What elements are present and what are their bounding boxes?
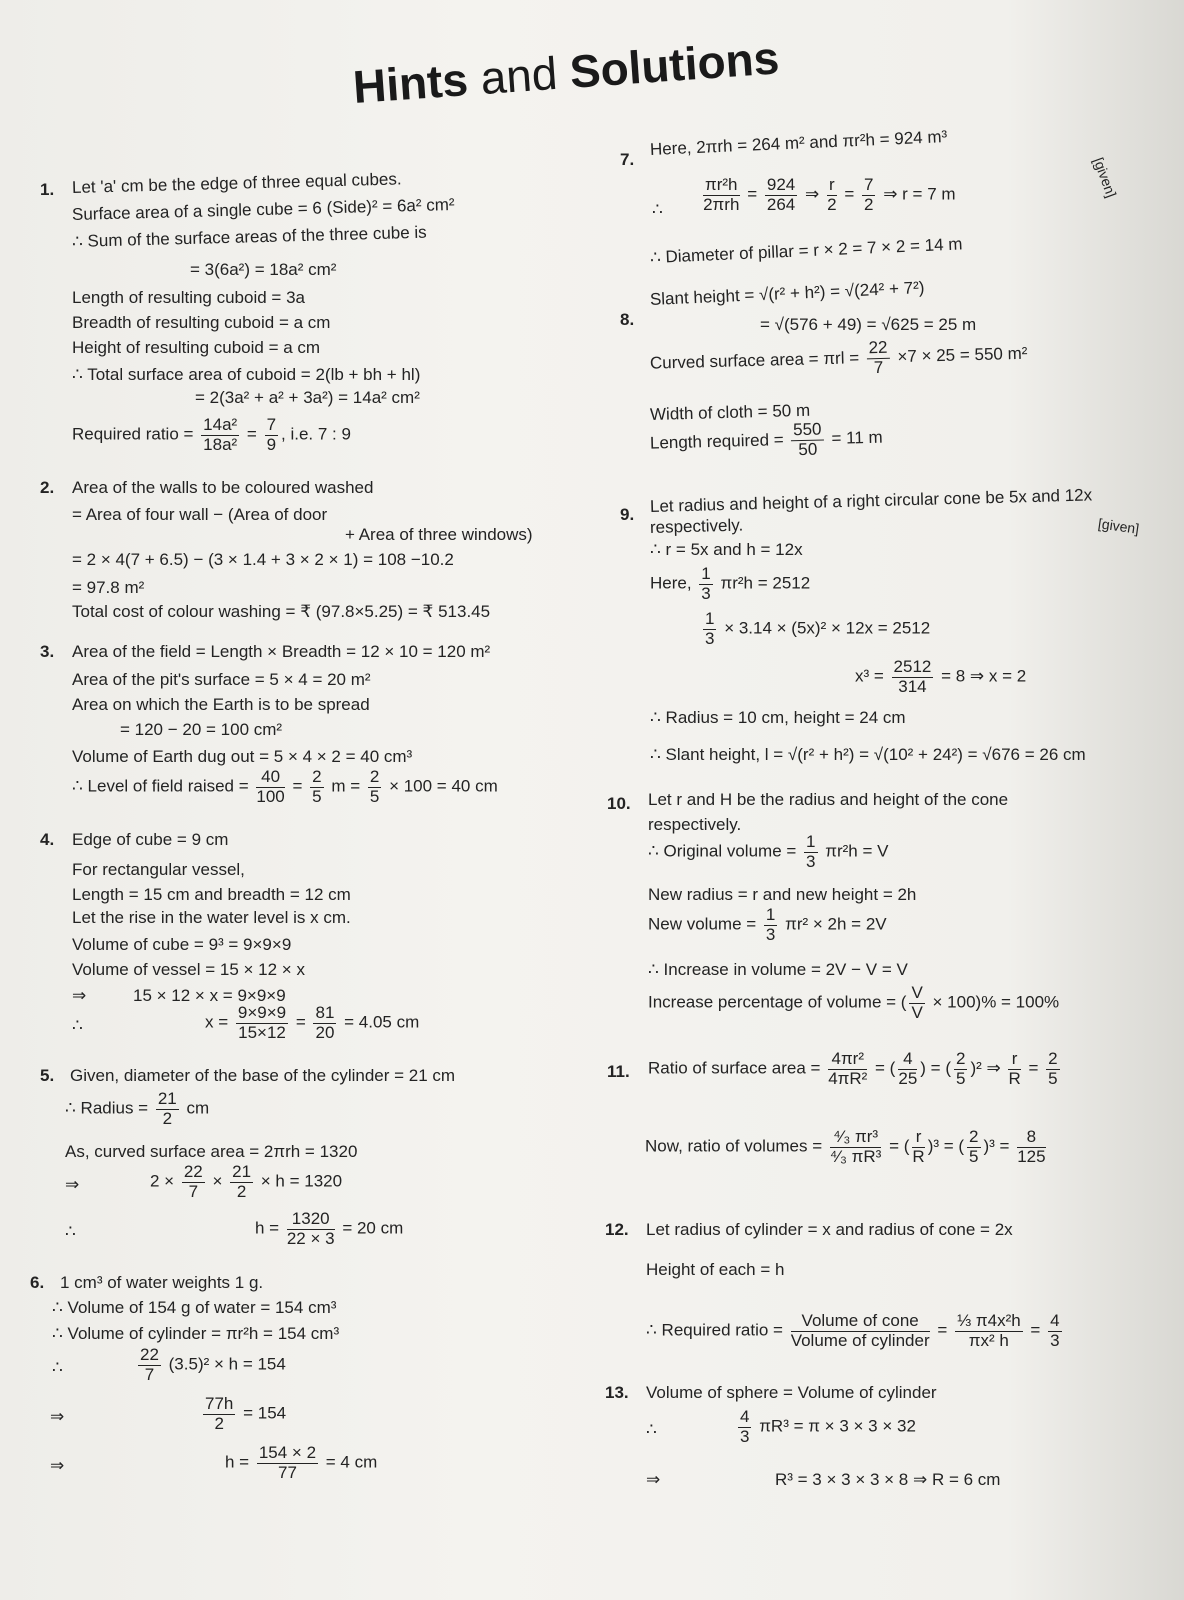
solution-line: Edge of cube = 9 cm (72, 830, 229, 849)
solution-line: $\frac{4}{3}$ πR³ = π × 3 × 3 × 32 (740, 1407, 916, 1446)
solution-line: Volume of Earth dug out = 5 × 4 × 2 = 40 cm³ (72, 747, 413, 766)
solution-number: 12. (605, 1220, 629, 1239)
solution-line: ∴ Total surface area of cuboid = 2(lb + bh + hl) (72, 365, 421, 384)
solution-number: 11. (607, 1062, 630, 1081)
solution-line: New radius = r and new height = 2h (648, 885, 917, 904)
solution-line: Let the rise in the water level is x cm. (72, 908, 351, 927)
solution-line: Breadth of resulting cuboid = a cm (72, 313, 331, 332)
solution-line: 1 cm³ of water weights 1 g. (60, 1273, 264, 1292)
fraction: $\frac{V}{V}$ (911, 983, 923, 1022)
fraction: $\frac{22}{7}$ (183, 1162, 203, 1201)
solution-line: $\frac{77h}{2}$ = 154 (205, 1394, 287, 1433)
fraction: $\frac{\text{⁴⁄₃ πr³}}{\text{⁴⁄₃ πR³}}$ (829, 1127, 882, 1166)
page-title (351, 30, 781, 114)
fraction: $\frac{7}{9}$ (266, 415, 277, 454)
solution-line: x³ = $\frac{2512}{314}$ = 8 ⇒ x = 2 (855, 657, 1027, 696)
solution-line: = Area of four wall − (Area of door (72, 505, 328, 524)
fraction: $\frac{r}{2}$ (827, 175, 837, 214)
solution-number: 2. (40, 478, 55, 497)
solution-line: Increase percentage of volume = ( $\frac{V}{V}$ × 100)% = 100% (648, 983, 1060, 1022)
solution-line: As, curved surface area = 2πrh = 1320 (65, 1142, 358, 1161)
solution-number: 7. (620, 150, 635, 169)
solution-number: 4. (40, 830, 55, 849)
solution-number: 3. (40, 642, 55, 661)
solution-line: ∴ Volume of 154 g of water = 154 cm³ (52, 1298, 337, 1317)
fraction: $\frac{4}{25}$ (898, 1049, 918, 1088)
fraction: $\frac{154 \times 2}{77}$ (258, 1443, 317, 1482)
solution-line: Ratio of surface area = $\frac{\text{4πr²}}{\text{4πR²}}$ = ( $\frac{4}{25}$ ) = ( $\frac{2}{5}$ )² ⇒ $\frac{r}{R}$ = $\frac{2}{5}$ (648, 1049, 1058, 1088)
implies-symbol: ⇒ (50, 1456, 65, 1475)
solution-line: Height of each = h (646, 1260, 785, 1279)
fraction: $\frac{\text{14a²}}{\text{18a²}}$ (203, 415, 238, 454)
implies-symbol: ⇒ (65, 1175, 80, 1194)
fraction: $\frac{1320}{22 \times 3}$ (286, 1209, 335, 1248)
fraction: $\frac{2}{5}$ (1048, 1049, 1058, 1088)
solution-number: 8. (620, 310, 635, 329)
fraction: $\frac{21}{2}$ (232, 1162, 252, 1201)
solution-line: Volume of sphere = Volume of cylinder (646, 1383, 937, 1402)
fraction: $\frac{2}{5}$ (955, 1049, 966, 1088)
solution-line: Volume of cube = 9³ = 9×9×9 (72, 935, 292, 954)
solution-line: Required ratio = $\frac{\text{14a²}}{\text{18a²}}$ = $\frac{7}{9}$ , i.e. 7 : 9 (72, 415, 351, 454)
fraction: $\frac{2512}{314}$ (893, 657, 932, 696)
solution-line: Volume of vessel = 15 × 12 × x (72, 960, 305, 979)
solution-line: Now, ratio of volumes = $\frac{\text{⁴⁄₃ πr³}}{\text{⁴⁄₃ πR³}}$ = ( $\frac{r}{R}$ )³ = ( $\frac{2}{5}$ )³ = $\frac{8}{125}$ (645, 1127, 1046, 1166)
solution-line: respectively. (648, 815, 742, 834)
solution-line: Surface area of a single cube = 6 (Side)² = 6a² cm² (71, 194, 455, 224)
solution-line: Here, $\frac{1}{3}$ πr²h = 2512 (650, 564, 811, 603)
fraction: $\frac{9\times 9\times 9}{15\times 12}$ (237, 1003, 287, 1042)
fraction: $\frac{1}{3}$ (705, 609, 715, 648)
solution-number: 13. (605, 1383, 629, 1402)
fraction: $\frac{550}{50}$ (791, 420, 824, 459)
fraction: $\frac{4}{3}$ (740, 1407, 750, 1446)
implies-symbol: ⇒ (50, 1407, 65, 1426)
fraction: πr²h 2πrh (703, 175, 740, 214)
solution-line: Let r and H be the radius and height of the cone (648, 790, 1009, 809)
fraction: $\frac{1}{3}$ (701, 564, 711, 603)
fraction: $\frac{2}{5}$ (312, 767, 322, 806)
solution-line: Area of the pit's surface = 5 × 4 = 20 m² (72, 670, 371, 689)
title-and: and (478, 46, 559, 105)
fraction: $\frac{22}{7}$ (140, 1345, 159, 1384)
solution-line: ∴ Slant height, l = √(r² + h²) = √(10² + 24²) = √676 = 26 cm (650, 745, 1086, 764)
solution-number: 5. (40, 1066, 55, 1085)
solution-line: Length required = $\frac{550}{50}$ = 11 m (649, 419, 883, 459)
title-solutions: Solutions (568, 31, 781, 98)
solution-line: πr²h 2πrh = $\frac{924}{264}$ ⇒ $\frac{r}{2}$ = $\frac{7}{2}$ ⇒ r = 7 m (703, 175, 956, 214)
solution-line: Let radius and height of a right circular cone be 5x and 12x (649, 485, 1093, 516)
solution-line: + Area of three windows) (345, 525, 533, 544)
fraction: $\frac{8}{125}$ (1017, 1127, 1046, 1166)
solution-line: Area of the field = Length × Breadth = 12 × 10 = 120 m² (72, 642, 491, 661)
solution-line: h = $\frac{1320}{22 \times 3}$ = 20 cm (255, 1209, 404, 1248)
solution-line: ∴ Volume of cylinder = πr²h = 154 cm³ (52, 1324, 340, 1343)
fraction: $\frac{1}{3}$ (765, 905, 776, 944)
solution-line: $\frac{22}{7}$ (3.5)² × h = 154 (140, 1345, 286, 1384)
solution-line: ∴ Level of field raised = $\frac{40}{100}$ = $\frac{2}{5}$ m = $\frac{2}{5}$ × 100 = 40 cm (72, 767, 498, 806)
solution-line: For rectangular vessel, (72, 860, 245, 879)
solution-line: ∴ Radius = $\frac{21}{2}$ cm (65, 1089, 210, 1128)
fraction: $\frac{40}{100}$ (256, 767, 285, 806)
solution-number: 1. (40, 180, 55, 199)
solution-line: Area of the walls to be coloured washed (72, 478, 374, 497)
therefore-symbol: ∴ (65, 1222, 76, 1241)
fraction: $\frac{7}{2}$ (864, 175, 874, 214)
solution-line: $\frac{1}{3}$ × 3.14 × (5x)² × 12x = 2512 (705, 609, 931, 648)
solution-number: 6. (30, 1273, 45, 1292)
solution-line: = √(576 + 49) = √625 = 25 m (760, 315, 977, 334)
implies-symbol: ⇒ (646, 1470, 661, 1489)
solution-line: Width of cloth = 50 m (649, 400, 811, 424)
therefore-symbol: ∴ (652, 200, 663, 219)
solution-line: Length of resulting cuboid = 3a (72, 288, 305, 307)
fraction: $\frac{r}{R}$ (912, 1127, 925, 1166)
fraction: $\frac{4}{3}$ (1050, 1311, 1060, 1350)
solution-line: Area on which the Earth is to be spread (72, 695, 370, 714)
fraction: $\frac{81}{20}$ (315, 1003, 335, 1042)
given-note: [given] (1090, 155, 1120, 200)
solution-line: ∴ Original volume = $\frac{1}{3}$ πr²h = V (648, 832, 889, 871)
solution-line: x = $\frac{9\times 9\times 9}{15\times 12}$ = $\frac{81}{20}$ = 4.05 cm (205, 1003, 420, 1042)
solution-line: Let radius of cylinder = x and radius of cone = 2x (646, 1220, 1013, 1239)
fraction: $\frac{924}{264}$ (766, 175, 796, 214)
solution-line: = 3(6a²) = 18a² cm² (190, 260, 337, 279)
solution-line: Height of resulting cuboid = a cm (72, 338, 321, 357)
solution-line: ∴ Diameter of pillar = r × 2 = 7 × 2 = 14 m (649, 234, 963, 267)
solution-line: 15 × 12 × x = 9×9×9 (133, 986, 286, 1005)
solution-line: Total cost of colour washing = ₹ (97.8×5.25) = ₹ 513.45 (72, 602, 491, 621)
fraction: $\frac{r}{R}$ (1008, 1049, 1021, 1088)
fraction: Volume of cone Volume of cylinder (790, 1311, 930, 1350)
therefore-symbol: ∴ (646, 1420, 657, 1439)
fraction: $\frac{2}{5}$ (969, 1127, 979, 1166)
fraction: $\frac{\text{⅓ π4x²h}}{\text{πx² h}}$ (956, 1311, 1021, 1350)
solution-line: ∴ r = 5x and h = 12x (650, 540, 803, 559)
fraction: $\frac{1}{3}$ (806, 832, 816, 871)
solution-line: = 120 − 20 = 100 cm² (120, 720, 283, 739)
fraction: $\frac{21}{2}$ (157, 1089, 177, 1128)
therefore-symbol: ∴ (52, 1358, 63, 1377)
solution-line: ∴ Radius = 10 cm, height = 24 cm (650, 708, 906, 727)
solution-line: Here, 2πrh = 264 m² and πr²h = 924 m³ (649, 127, 948, 159)
solution-line: New volume = $\frac{1}{3}$ πr² × 2h = 2V (648, 905, 887, 944)
fraction: $\frac{22}{7}$ (866, 339, 890, 378)
therefore-symbol: ∴ (72, 1016, 83, 1035)
solution-number: 9. (620, 505, 635, 524)
solution-line: ∴ Increase in volume = 2V − V = V (648, 960, 908, 979)
implies-symbol: ⇒ (72, 986, 87, 1005)
solution-line: Let 'a' cm be the edge of three equal cubes. (71, 169, 402, 197)
solution-number: 10. (607, 794, 631, 813)
title-hints: Hints (351, 53, 470, 114)
fraction: $\frac{2}{5}$ (369, 767, 380, 806)
solution-line: Length = 15 cm and breadth = 12 cm (72, 885, 351, 904)
solution-line: Slant height = √(r² + h²) = √(24² + 7²) (649, 278, 925, 309)
fraction: $\frac{\text{4πr²}}{\text{4πR²}}$ (828, 1049, 868, 1088)
solution-line: = 2 × 4(7 + 6.5) − (3 × 1.4 + 3 × 2 × 1) = 108 −10.2 (72, 550, 454, 569)
solution-line: ∴ Sum of the surface areas of the three cube is (71, 222, 427, 251)
solution-line: 2 × $\frac{22}{7}$ × $\frac{21}{2}$ × h = 1320 (150, 1162, 343, 1201)
solution-line: R³ = 3 × 3 × 3 × 8 ⇒ R = 6 cm (775, 1470, 1001, 1489)
solution-line: = 2(3a² + a² + 3a²) = 14a² cm² (195, 388, 420, 407)
fraction: $\frac{77h}{2}$ (205, 1394, 234, 1433)
solution-line: ∴ Required ratio = Volume of cone Volume of cylinder = $\frac{\text{⅓ π4x²h}}{\text{πx² h}}$ = $\frac{4}{3}$ (646, 1311, 1060, 1350)
solution-line: respectively. (649, 515, 744, 537)
given-note: [given] (1097, 515, 1141, 537)
solution-line: Given, diameter of the base of the cylinder = 21 cm (70, 1066, 456, 1085)
solution-line: h = $\frac{154 \times 2}{77}$ = 4 cm (225, 1443, 378, 1482)
solution-line: Curved surface area = πrl = $\frac{22}{7}$ ×7 × 25 = 550 m² (649, 337, 1028, 377)
solution-line: = 97.8 m² (72, 578, 145, 597)
